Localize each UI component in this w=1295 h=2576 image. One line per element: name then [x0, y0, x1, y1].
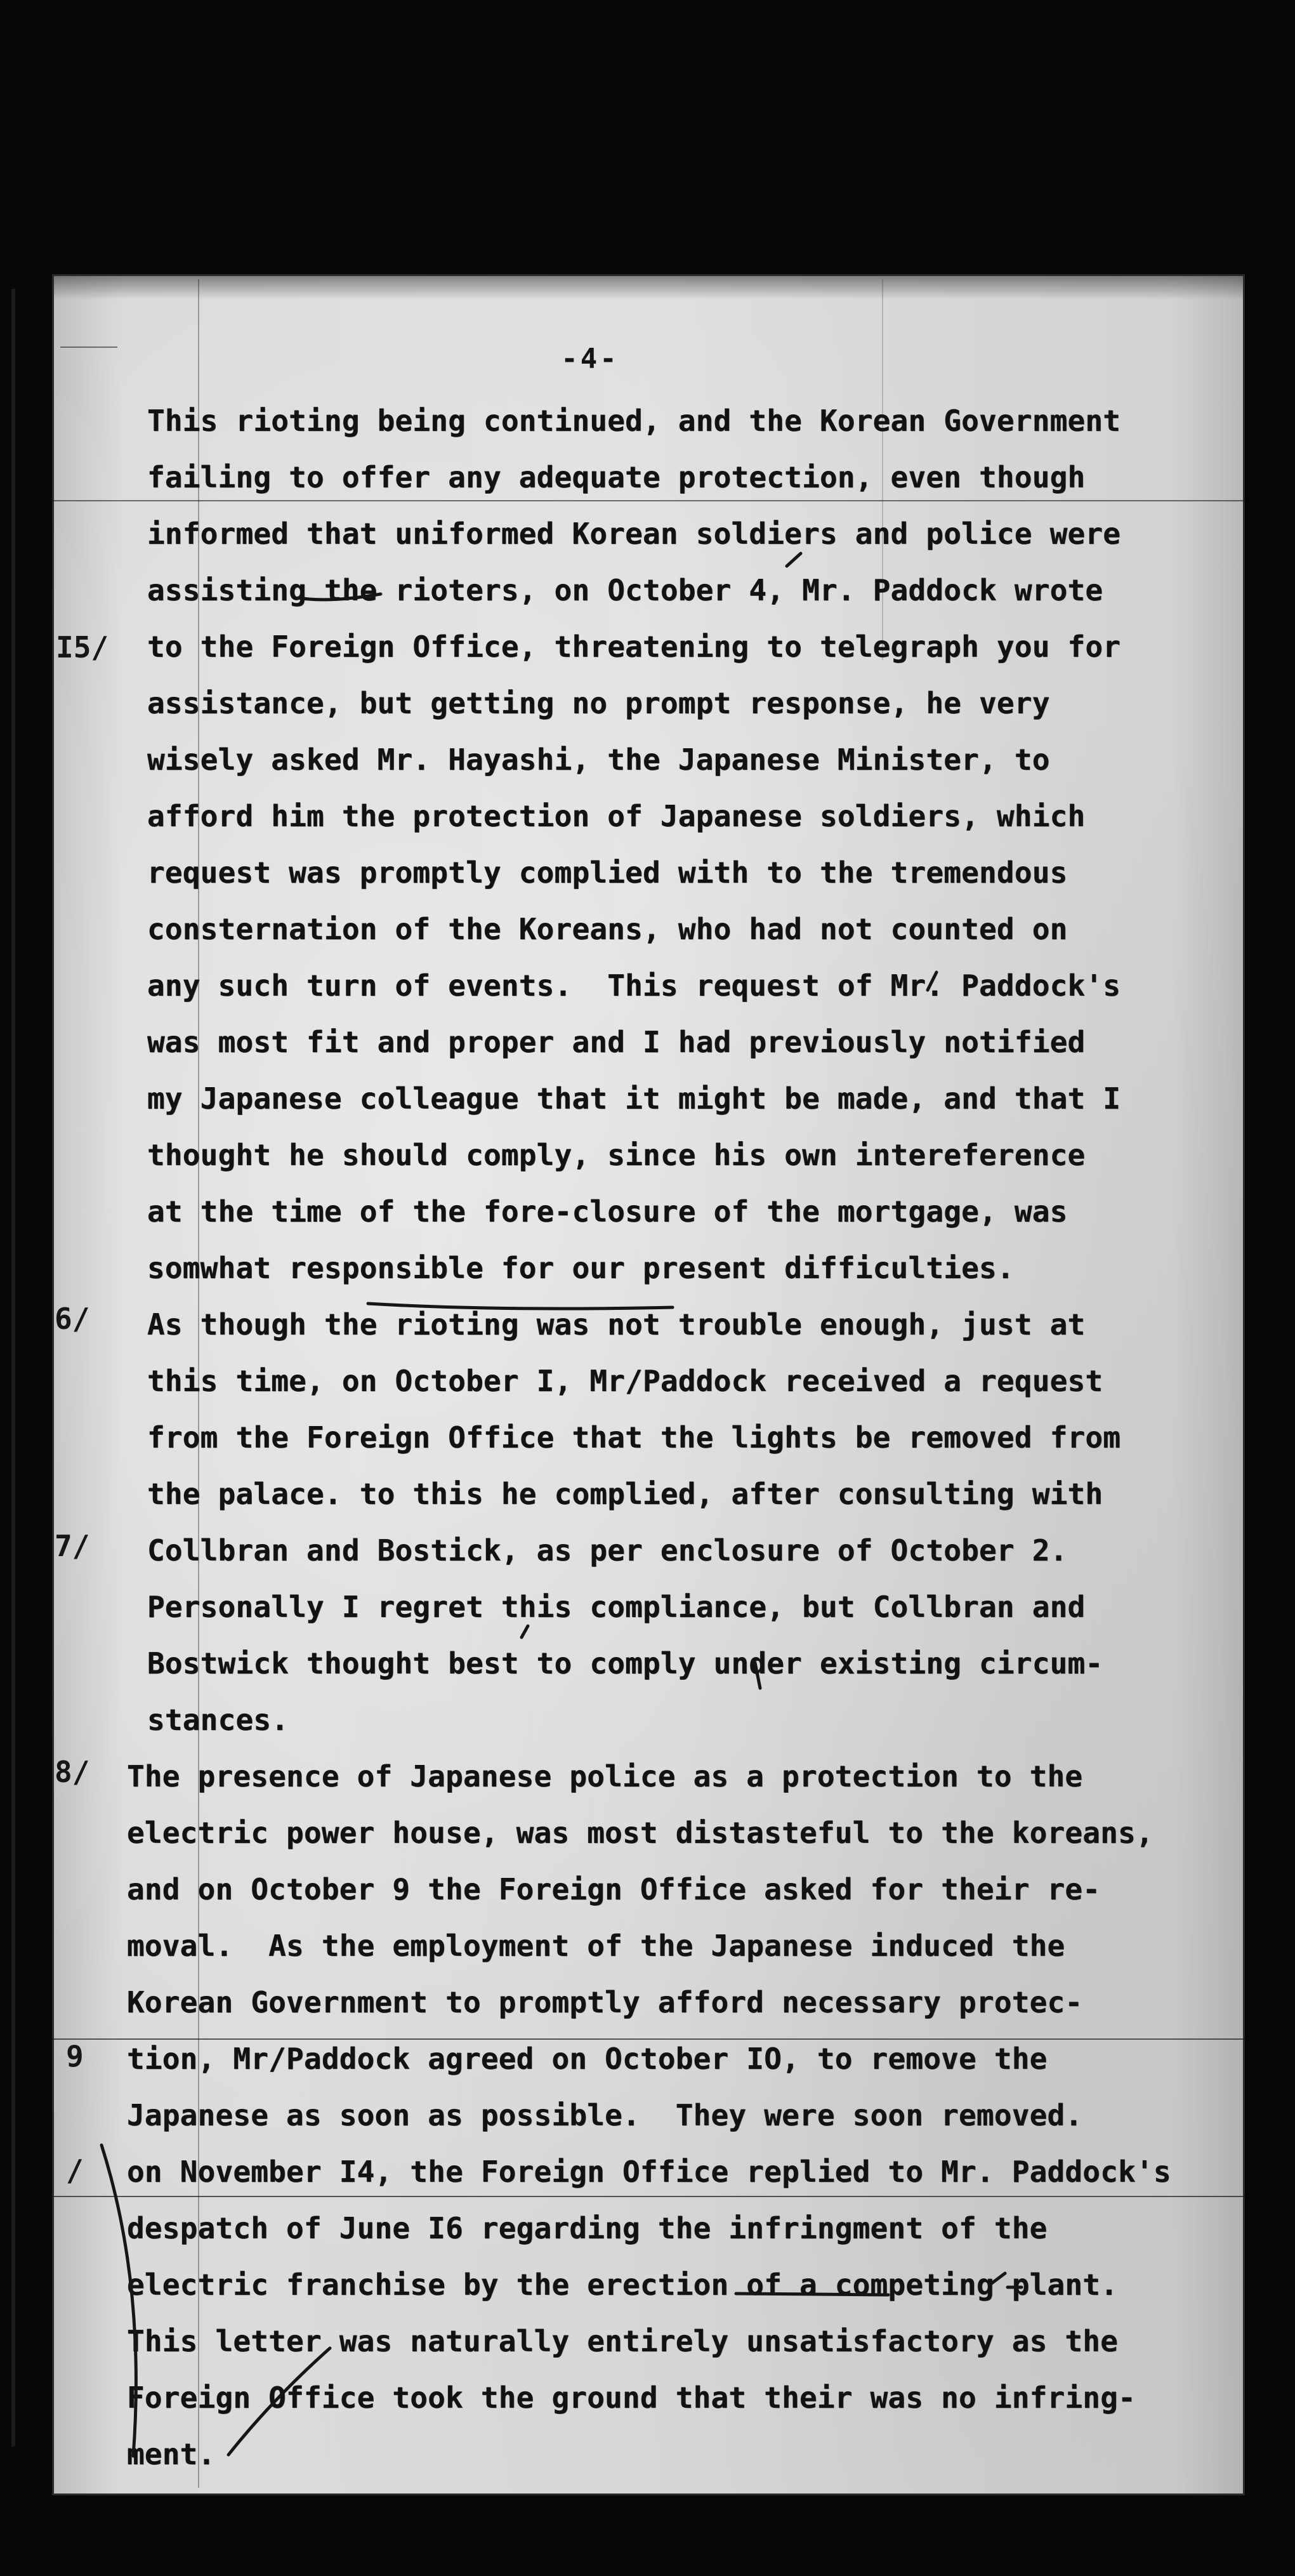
typed-line: to the Foreign Office, threatening to telegraph you for	[147, 630, 1121, 664]
typed-line: despatch of June I6 regarding the infringment of the	[127, 2211, 1048, 2245]
margin-note: 9	[66, 2039, 84, 2073]
typed-line: ment.	[127, 2437, 216, 2471]
typed-line: assisting the rioters, on October 4, Mr. Paddock wrote	[147, 573, 1103, 607]
typed-line: Korean Government to promptly afford necessary protec-	[127, 1985, 1083, 2019]
typed-line: This letter was naturally entirely unsatisfactory as the	[127, 2324, 1119, 2358]
margin-note: 7/	[55, 1529, 90, 1563]
margin-note: /	[66, 2153, 84, 2188]
typed-line: electric franchise by the erection of a competing plant.	[127, 2268, 1119, 2302]
typed-line: afford him the protection of Japanese soldiers, which	[147, 799, 1086, 833]
typed-line: and on October 9 the Foreign Office asked for their re-	[127, 1872, 1101, 1906]
typed-line: request was promptly complied with to the tremendous	[147, 855, 1068, 890]
typed-line: somwhat responsible for our present difficulties.	[147, 1251, 1015, 1285]
typed-line: any such turn of events. This request of Mr. Paddock's	[147, 968, 1121, 1003]
margin-note: 6/	[55, 1302, 90, 1336]
typed-line: my Japanese colleague that it might be made, and that I	[147, 1081, 1121, 1116]
typed-line: was most fit and proper and I had previously notified	[147, 1025, 1086, 1059]
typed-line: tion, Mr/Paddock agreed on October IO, to remove the	[127, 2042, 1048, 2076]
typed-line: moval. As the employment of the Japanese induced the	[127, 1929, 1065, 1963]
typed-line: electric power house, was most distasteful to the koreans,	[127, 1816, 1154, 1850]
typed-line: consternation of the Koreans, who had not counted on	[147, 912, 1068, 946]
typed-line: Foreign Office took the ground that their was no infring-	[127, 2381, 1136, 2415]
typed-line: the palace. to this he complied, after consulting with	[147, 1477, 1103, 1511]
typed-line: As though the rioting was not trouble enough, just at	[147, 1307, 1086, 1342]
typed-line: This rioting being continued, and the Korean Government	[147, 404, 1121, 438]
typed-line: this time, on October I, Mr/Paddock received a request	[147, 1364, 1103, 1398]
typed-line: Personally I regret this compliance, but Collbran and	[147, 1590, 1086, 1624]
typed-line: assistance, but getting no prompt response, he very	[147, 686, 1050, 720]
typed-line: Japanese as soon as possible. They were soon removed.	[127, 2098, 1083, 2132]
typed-line: wisely asked Mr. Hayashi, the Japanese Minister, to	[147, 743, 1050, 777]
page-top-shadow	[52, 274, 1245, 300]
typed-line: from the Foreign Office that the lights be removed from	[147, 1420, 1121, 1455]
typed-line: Collbran and Bostick, as per enclosure of October 2.	[147, 1533, 1068, 1568]
typed-line: thought he should comply, since his own intereference	[147, 1138, 1086, 1172]
page-number: -4-	[561, 343, 619, 375]
margin-note: I5/	[56, 630, 109, 664]
typed-line: stances.	[147, 1703, 289, 1737]
typed-line: informed that uniformed Korean soldiers and police were	[147, 517, 1121, 551]
film-edge	[11, 289, 15, 2447]
typed-line: failing to offer any adequate protection, even though	[147, 460, 1086, 494]
typed-line: Bostwick thought best to comply under existing circum-	[147, 1646, 1103, 1681]
film-scratch	[60, 347, 117, 348]
typed-line: The presence of Japanese police as a protection to the	[127, 1759, 1083, 1793]
typed-line: on November I4, the Foreign Office replied to Mr. Paddock's	[127, 2155, 1171, 2189]
margin-note: 8/	[55, 1755, 90, 1789]
typed-line: at the time of the fore-closure of the mortgage, was	[147, 1194, 1068, 1229]
